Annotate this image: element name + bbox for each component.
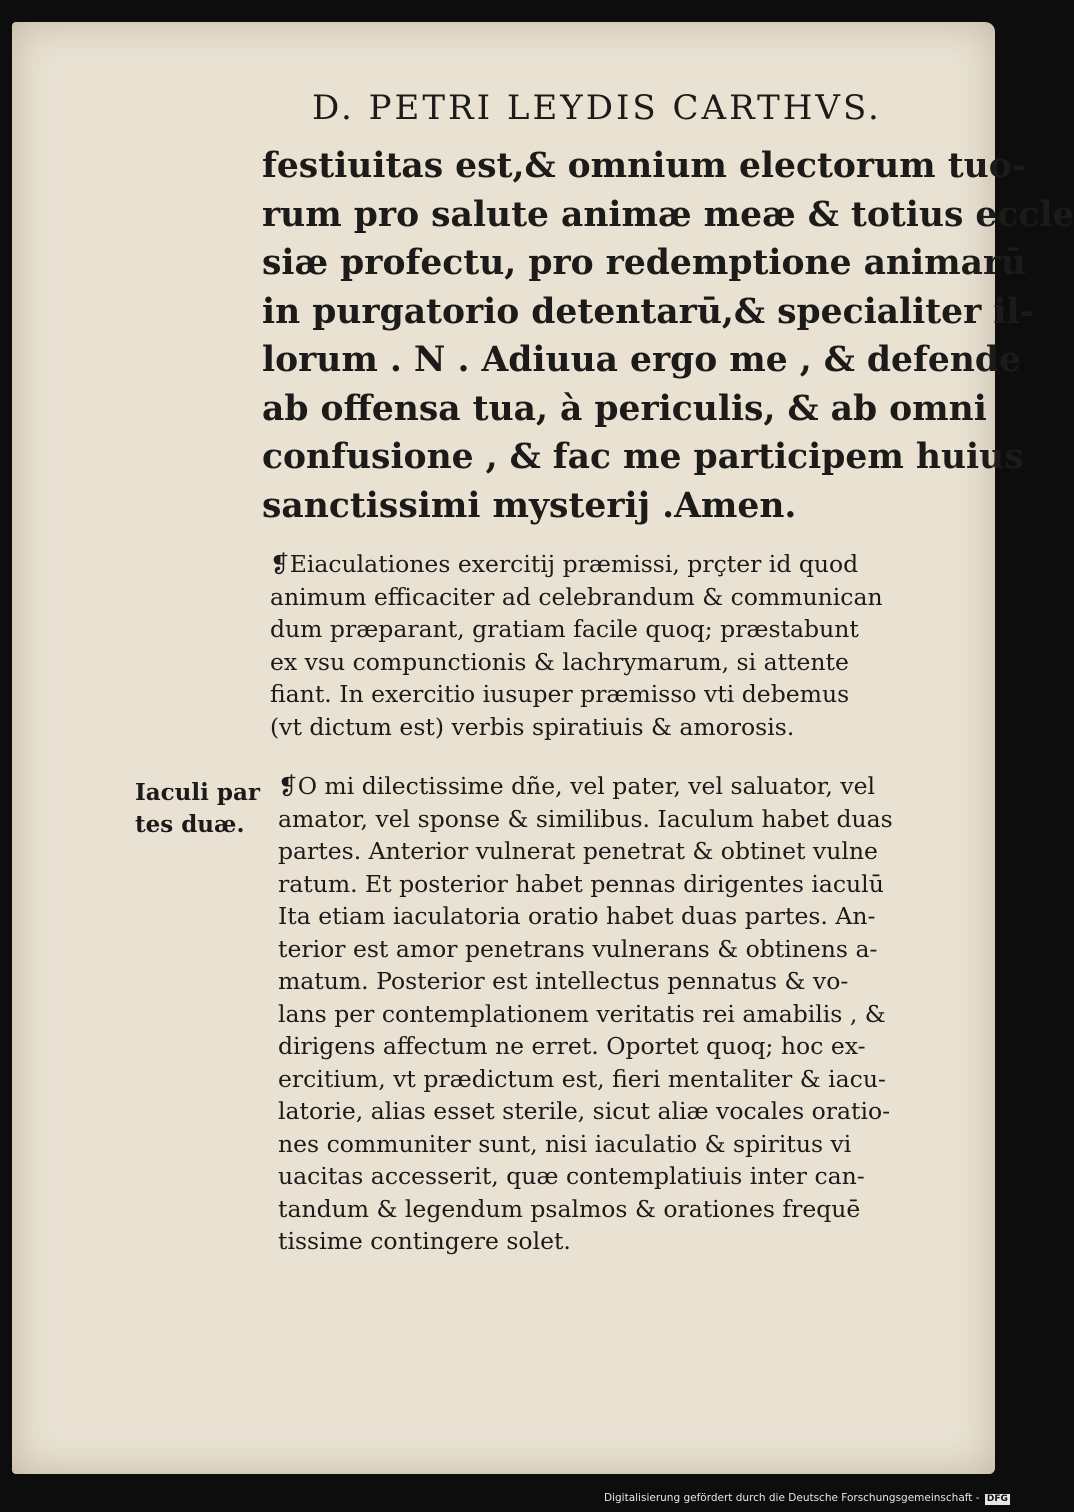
text-line: ex vsu compunctionis & lachrymarum, si attente: [270, 647, 849, 676]
text-line: matum. Posterior est intellectus pennatus & vo-: [278, 967, 849, 995]
text-line: festiuitas est,& omnium electorum tuo-: [262, 146, 1027, 186]
text-line: latorie, alias esset sterile, sicut aliæ vocales oratio-: [278, 1097, 891, 1125]
text-line: ratum. Et posterior habet pennas dirigentes iaculū: [278, 869, 884, 898]
marginal-note: [135, 777, 275, 841]
text-line: ercitium, vt prædictum est, fieri mentaliter & iacu-: [278, 1064, 886, 1093]
text-line: in purgatorio detentarū,& specialiter il-: [262, 291, 1034, 332]
text-line: uacitas accesserit, quæ contemplatiuis inter can-: [278, 1162, 865, 1190]
text-line: rum pro salute animæ meæ & totius eccle: [262, 194, 1074, 235]
main-text-block: [262, 142, 1074, 530]
text-line: fiant. In exercitio iusuper præmisso vti debemus: [270, 680, 850, 708]
running-header: D. PETRI LEYDIS CARTHVS.: [312, 88, 882, 128]
text-line: ❡O mi dilectissime dñe, vel pater, vel saluator, vel: [278, 772, 876, 800]
text-line: ❡Eiaculationes exercitij præmissi, prçter id quod: [270, 550, 859, 578]
text-line: amator, vel sponse & similibus. Iaculum habet duas: [278, 804, 893, 833]
text-line: dirigens affectum ne erret. Oportet quoq; hoc ex-: [278, 1032, 866, 1060]
paragraph-eiaculationes: [270, 548, 938, 743]
credit-text: Digitalisierung gefördert durch die Deutsche Forschungsgemeinschaft -: [604, 1492, 980, 1504]
text-line: tandum & legendum psalmos & orationes frequē: [278, 1194, 861, 1223]
text-line: nes communiter sunt, nisi iaculatio & spiritus vi: [278, 1129, 852, 1158]
marginal-line: Iaculi par: [135, 779, 260, 806]
text-line: animum efficaciter ad celebrandum & communican: [270, 582, 883, 611]
text-line: dum præparant, gratiam facile quoq; præstabunt: [270, 615, 859, 643]
paragraph-iaculum: [278, 770, 944, 1258]
text-line: sanctissimi mysterij .Amen.: [262, 485, 797, 526]
text-line: terior est amor penetrans vulnerans & obtinens a-: [278, 934, 878, 963]
dfg-logo: DFG: [986, 1494, 1008, 1504]
text-line: siæ profectu, pro redemptione animarū: [262, 243, 1027, 283]
text-line: partes. Anterior vulnerat penetrat & obtinet vulne: [278, 837, 878, 865]
marginal-line: tes duæ.: [135, 811, 245, 838]
text-line: lorum . N . Adiuua ergo me , & defende: [262, 340, 1021, 380]
text-line: ab offensa tua, à periculis, & ab omni: [262, 388, 987, 429]
text-line: (vt dictum est) verbis spiratiuis & amorosis.: [270, 712, 795, 741]
text-line: tissime contingere solet.: [278, 1227, 571, 1255]
digitization-credit: [604, 1492, 1008, 1505]
text-line: confusione , & fac me participem huius: [262, 437, 1024, 477]
text-line: lans per contemplationem veritatis rei amabilis , &: [278, 999, 886, 1028]
text-line: Ita etiam iaculatoria oratio habet duas partes. An-: [278, 902, 876, 930]
